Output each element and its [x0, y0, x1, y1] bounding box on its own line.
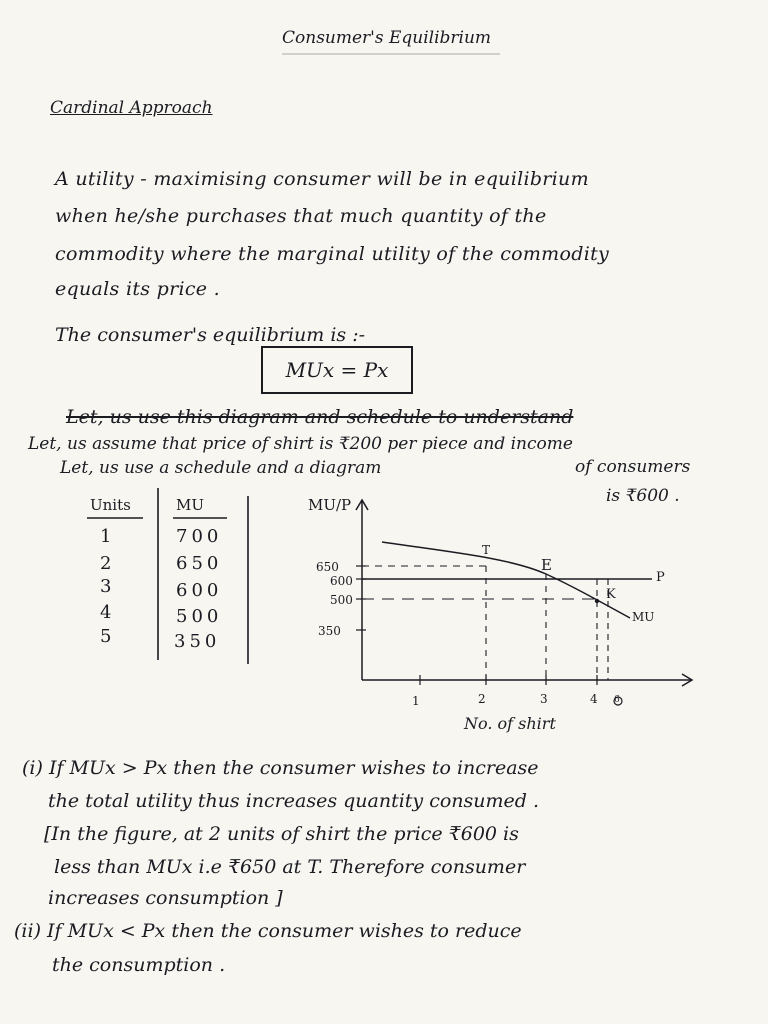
x-tick-label-1: 1: [412, 694, 420, 708]
equilibrium-intro: The consumer's equilibrium is :-: [55, 324, 366, 346]
note-i-line-5: increases consumption ]: [48, 887, 283, 909]
equilibrium-equation-box: [261, 346, 413, 394]
table-cell-mu-4: 500: [176, 606, 223, 627]
of-consumers-text: of consumers: [575, 457, 691, 477]
title-underline: [282, 52, 502, 56]
page-title: Consumer's Equilibrium: [282, 28, 492, 48]
note-ii-line-2: the consumption .: [52, 954, 226, 976]
y-tick-label-600: 600: [330, 574, 353, 588]
paragraph-line-4: equals its price .: [55, 278, 221, 300]
table-cell-units-3: 3: [100, 576, 116, 597]
equilibrium-equation: MUx = Px: [285, 358, 389, 382]
table-cell-units-4: 4: [100, 602, 116, 623]
stray-mark: 6: [614, 695, 620, 705]
note-i-line-1: (i) If MUx > Px then the consumer wishes to increase: [22, 757, 539, 779]
note-i-line-4: less than MUx i.e ₹650 at T. Therefore consumer: [54, 856, 526, 878]
x-tick-label-2: 2: [478, 692, 486, 706]
assumption-line: Let, us assume that price of shirt is ₹200 per piece and income: [28, 434, 573, 454]
point-e-label: E: [541, 556, 552, 574]
paragraph-line-2: when he/she purchases that much quantity of the: [55, 205, 547, 227]
note-ii-line-1: (ii) If MUx < Px then the consumer wishes to reduce: [14, 920, 522, 942]
table-cell-units-1: 1: [100, 526, 116, 547]
table-cell-mu-3: 600: [176, 580, 223, 601]
schedule-intro-line: Let, us use a schedule and a diagram: [60, 458, 382, 478]
x-axis-label: No. of shirt: [464, 714, 556, 733]
x-tick-label-3: 3: [540, 692, 548, 706]
note-i-line-3: [In the figure, at 2 units of shirt the price ₹600 is: [44, 823, 519, 845]
x-tick-label-4: 4: [590, 692, 598, 706]
table-header-units: Units: [90, 496, 131, 514]
struck-out-line: Let, us use this diagram and schedule to understand: [66, 406, 574, 428]
y-axis-label: MU/P: [308, 496, 352, 514]
point-t-label: T: [482, 543, 491, 557]
table-cell-mu-1: 700: [176, 526, 223, 547]
note-i-line-2: the total utility thus increases quantity consumed .: [48, 790, 540, 812]
y-tick-label-500: 500: [330, 593, 353, 607]
table-cell-units-5: 5: [100, 626, 116, 647]
paragraph-line-1: A utility - maximising consumer will be in equilibrium: [55, 168, 589, 190]
section-heading: Cardinal Approach: [50, 98, 213, 118]
table-header-mu: MU: [176, 496, 205, 514]
point-k-label: K: [606, 587, 616, 602]
table-cell-mu-5: 350: [174, 631, 221, 652]
income-text: is ₹600 .: [606, 486, 680, 506]
y-tick-label-350: 350: [318, 624, 341, 638]
paragraph-line-3: commodity where the marginal utility of the commodity: [55, 243, 610, 265]
point-k-dot: [595, 599, 599, 603]
table-cell-units-2: 2: [100, 553, 116, 574]
mu-curve: [382, 542, 630, 618]
price-line-label: P: [656, 570, 665, 585]
mu-curve-label: MU: [632, 610, 655, 624]
y-tick-label-650: 650: [316, 560, 339, 574]
table-cell-mu-2: 650: [176, 553, 223, 574]
